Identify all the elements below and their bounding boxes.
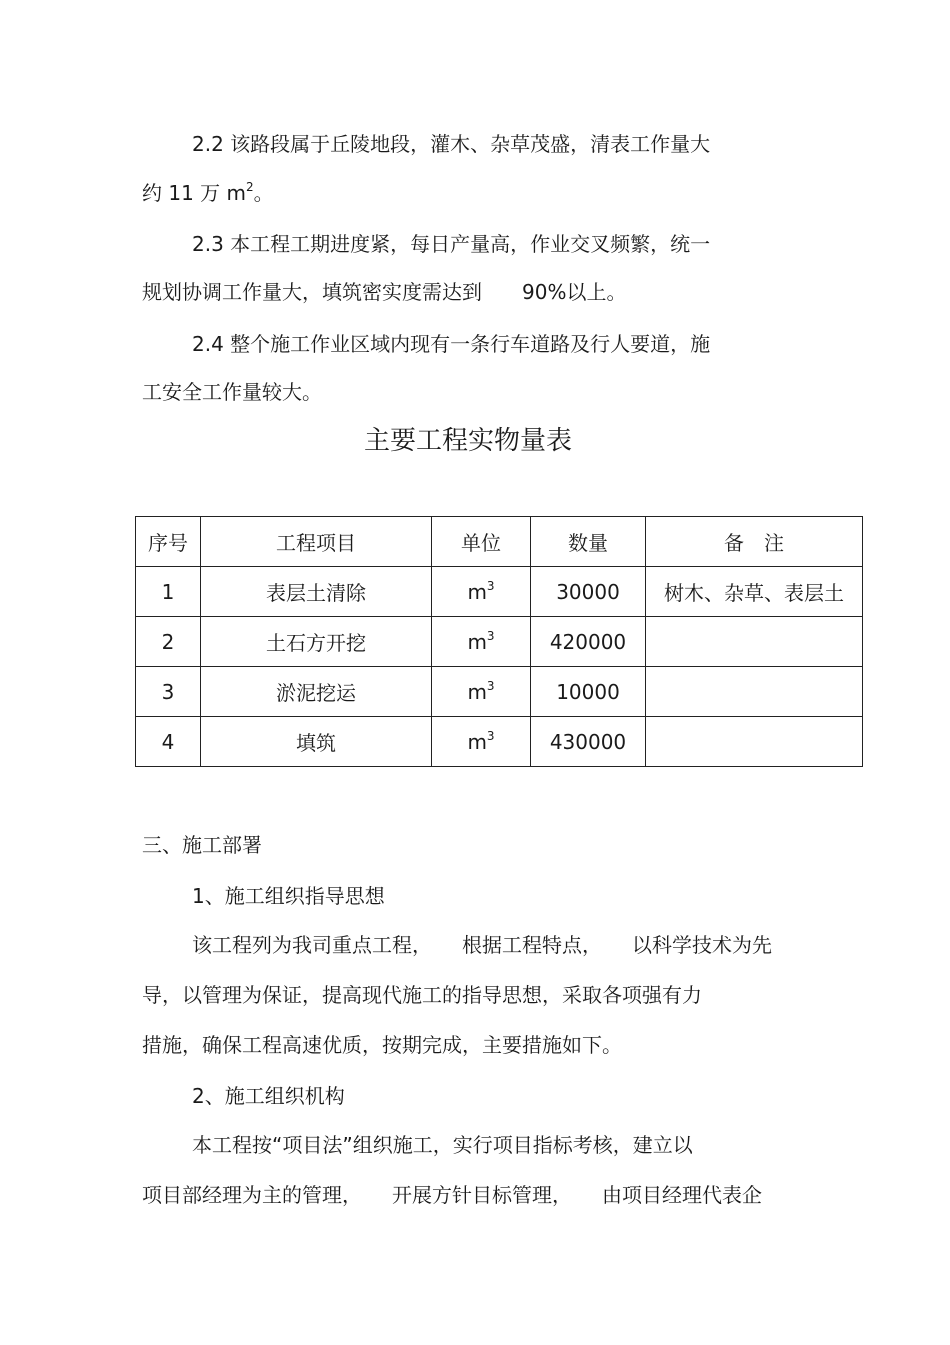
para-3-1-line2: 导，以管理为保证，提高现代施工的指导思想，采取各项强有力 — [142, 983, 702, 1007]
cell-no: 2 — [136, 617, 201, 667]
table-title: 主要工程实物量表 — [363, 426, 572, 456]
cell-item: 表层土清除 — [201, 567, 432, 617]
cell-note — [646, 667, 863, 717]
subheading-2: 2、施工组织机构 — [192, 1084, 345, 1108]
cell-note: 树木、杂草、表层土 — [646, 567, 863, 617]
para-3-1-line1: 该工程列为我司重点工程， 根据工程特点， 以科学技术为先 — [192, 933, 772, 957]
cell-qty: 10000 — [531, 667, 646, 717]
cell-note — [646, 717, 863, 767]
cell-unit: $m^3$ — [432, 617, 531, 667]
subheading-1: 1、施工组织指导思想 — [192, 884, 385, 908]
quantity-table — [135, 516, 863, 767]
table-header-row — [136, 517, 863, 567]
header-no: 序号 — [136, 517, 201, 567]
table-row — [136, 667, 863, 717]
table-row — [136, 567, 863, 617]
header-qty: 数量 — [531, 517, 646, 567]
para-2-3-line1: 2.3 本工程工期进度紧，每日产量高，作业交叉频繁，统一 — [192, 232, 711, 256]
para-2-2-line2: 约 11 万 $m^2$。 — [142, 180, 274, 205]
cell-unit: $m^3$ — [432, 567, 531, 617]
cell-unit: $m^3$ — [432, 667, 531, 717]
cell-item: 填筑 — [201, 717, 432, 767]
para-2-4-line2: 工安全工作量较大。 — [142, 380, 322, 404]
table-row — [136, 617, 863, 667]
cell-qty: 420000 — [531, 617, 646, 667]
cell-item: 淤泥挖运 — [201, 667, 432, 717]
para-2-2-line1: 2.2 该路段属于丘陵地段，灌木、杂草茂盛，清表工作量大 — [192, 132, 711, 156]
cell-item: 土石方开挖 — [201, 617, 432, 667]
header-unit: 单位 — [432, 517, 531, 567]
para-2-3-line2: 规划协调工作量大，填筑密实度需达到 90%以上。 — [142, 280, 627, 304]
cell-no: 4 — [136, 717, 201, 767]
cell-qty: 430000 — [531, 717, 646, 767]
para-2-4-line1: 2.4 整个施工作业区域内现有一条行车道路及行人要道，施 — [192, 332, 711, 356]
cell-note — [646, 617, 863, 667]
cell-qty: 30000 — [531, 567, 646, 617]
para-3-1-line3: 措施，确保工程高速优质，按期完成，主要措施如下。 — [142, 1033, 622, 1057]
cell-no: 1 — [136, 567, 201, 617]
cell-no: 3 — [136, 667, 201, 717]
header-item: 工程项目 — [201, 517, 432, 567]
cell-unit: $m^3$ — [432, 717, 531, 767]
para-3-2-line2: 项目部经理为主的管理， 开展方针目标管理， 由项目经理代表企 — [142, 1183, 762, 1207]
section-3-heading: 三、施工部署 — [142, 833, 262, 857]
table-row — [136, 717, 863, 767]
para-3-2-line1: 本工程按“项目法”组织施工，实行项目指标考核，建立以 — [192, 1133, 693, 1157]
header-note: 备 注 — [646, 517, 863, 567]
